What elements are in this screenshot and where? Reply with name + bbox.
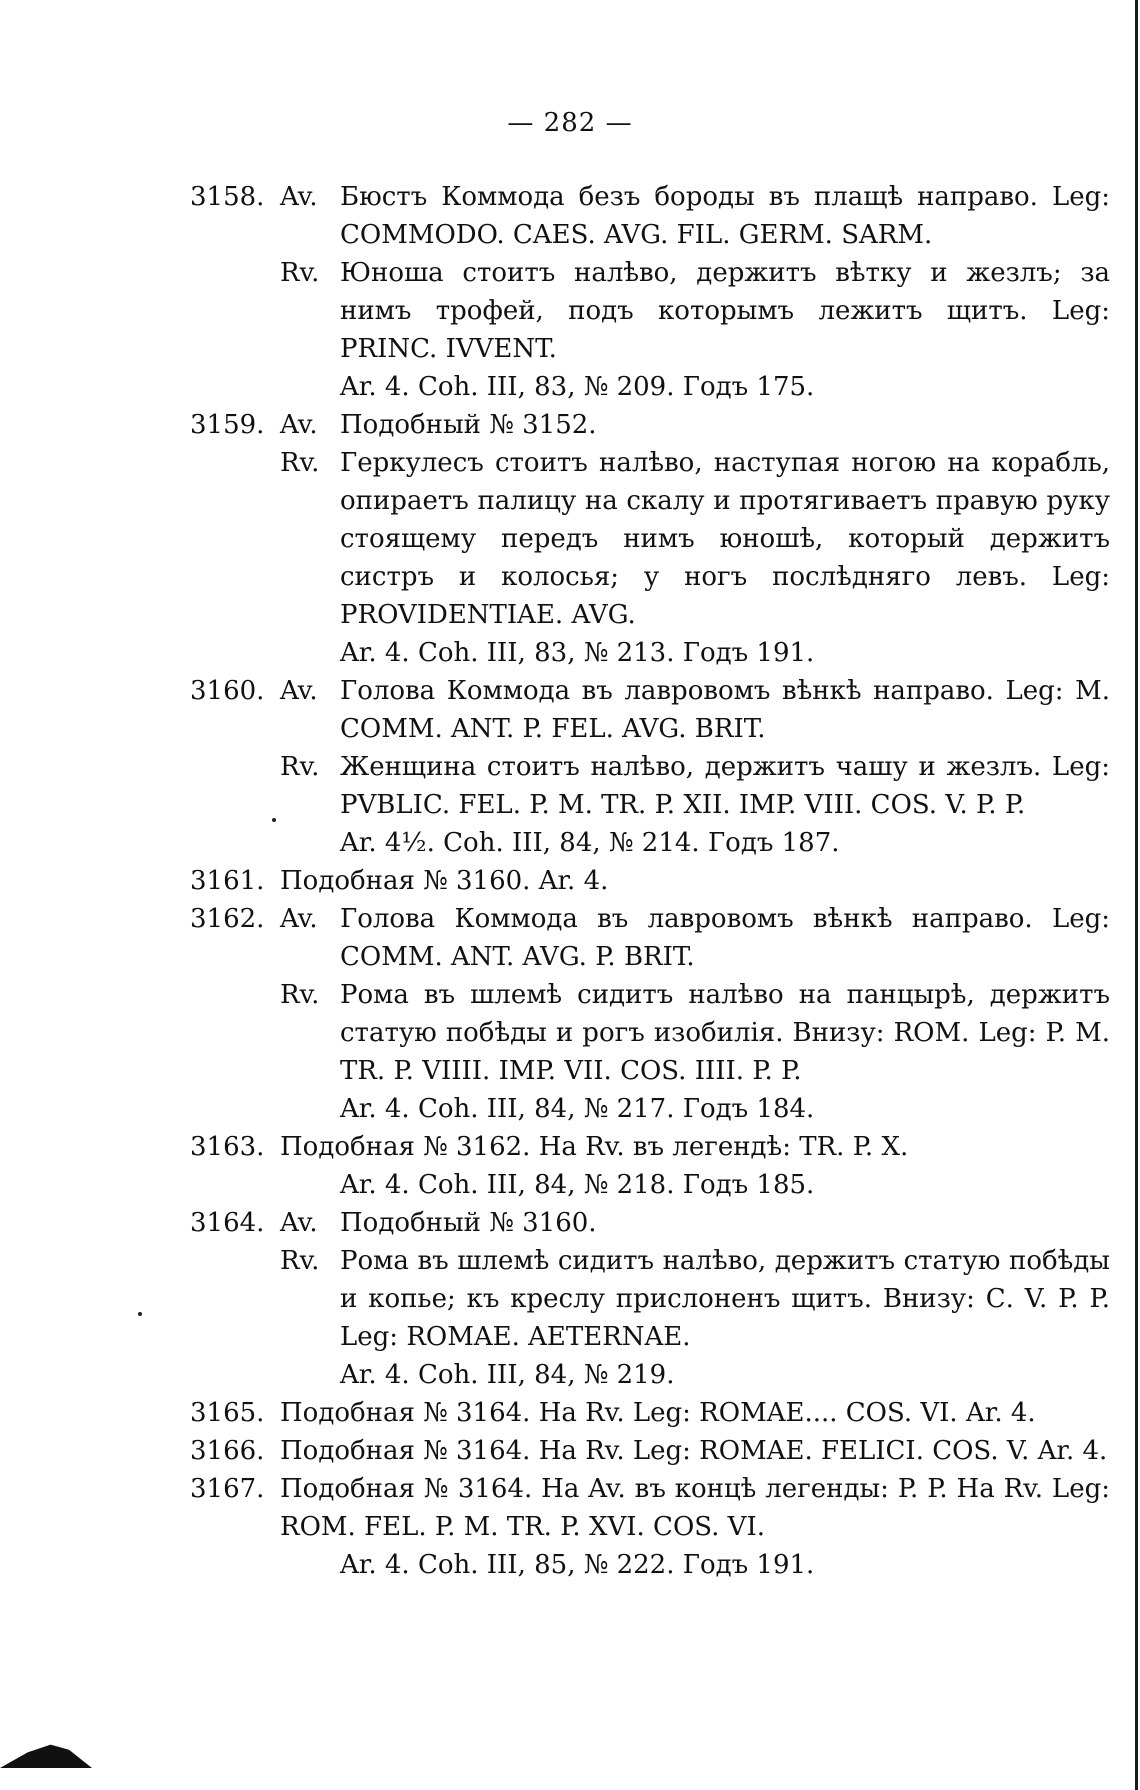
entry-text: Подобная № 3164. На Av. въ концѣ легенды: P. P. На Rv. Leg: ROM. FEL. P. M. TR. P. XVI. COS. VI. <box>280 1474 1110 1542</box>
reference-line: Ar. 4. Coh. III, 84, № 219. <box>340 1360 675 1390</box>
entry-number: 3159. <box>190 410 265 440</box>
catalog-entry-3162 <box>190 900 1110 1128</box>
reverse-description <box>190 748 1110 824</box>
reverse-label: Rv. <box>280 980 320 1010</box>
reverse-text: Юноша стоитъ налѣво, держитъ вѣтку и жезлъ; за нимъ трофей, подъ которымъ лежитъ щитъ. Leg: PRINC. IVVENT. <box>340 258 1110 364</box>
obverse-label: Av. <box>280 182 318 212</box>
entry-number: 3163. <box>190 1132 265 1162</box>
page-edge-shadow <box>1135 0 1138 1790</box>
reverse-text: Рома въ шлемѣ сидитъ налѣво, держитъ статую побѣды и копье; къ креслу прислоненъ щитъ. Внизу: С. V. P. P. Leg: ROMAE. AETERNAE. <box>340 1246 1110 1352</box>
reverse-label: Rv. <box>280 258 320 288</box>
catalog-entry-3165 <box>190 1394 1110 1432</box>
catalog-entry-3166 <box>190 1432 1110 1470</box>
entry-description <box>190 862 1110 900</box>
entry-number: 3164. <box>190 1208 265 1238</box>
catalog-entries <box>190 178 1110 1584</box>
reverse-text: Рома въ шлемѣ сидитъ налѣво на панцырѣ, держитъ статую побѣды и рогъ изобилія. Внизу: ROM. Leg: P. M. TR. P. VIIII. IMP. VII. COS. IIII. P. P. <box>340 980 1110 1086</box>
entry-description <box>190 1128 1110 1166</box>
reverse-text: Геркулесъ стоитъ налѣво, наступая ногою на корабль, опираетъ палицу на скалу и протягиваетъ правую руку стоящему передъ нимъ юношѣ, который держитъ систръ и колосья; у ногъ послѣдняго левъ. Leg: PROVIDENTIAE. AVG. <box>340 448 1110 630</box>
entry-description <box>190 1432 1110 1470</box>
obverse-label: Av. <box>280 676 318 706</box>
entry-number: 3162. <box>190 904 265 934</box>
catalog-entry-3161 <box>190 862 1110 900</box>
reverse-label: Rv. <box>280 1246 320 1276</box>
catalog-entry-3167 <box>190 1470 1110 1584</box>
reverse-label: Rv. <box>280 752 320 782</box>
entry-text: Подобная № 3164. На Rv. Leg: ROMAE. FELICI. COS. V. Ar. 4. <box>280 1436 1108 1466</box>
reference-line: Ar. 4. Coh. III, 84, № 217. Годъ 184. <box>340 1094 815 1124</box>
obverse-description <box>190 672 1110 748</box>
print-speck <box>272 818 276 822</box>
catalog-entry-3158 <box>190 178 1110 406</box>
page-number: — 282 — <box>507 108 633 138</box>
reverse-description <box>190 444 1110 634</box>
scan-smudge <box>0 1742 92 1768</box>
entry-description <box>190 1394 1110 1432</box>
entry-number: 3160. <box>190 676 265 706</box>
entry-number: 3161. <box>190 866 265 896</box>
obverse-description <box>190 178 1110 254</box>
entry-number: 3166. <box>190 1436 265 1466</box>
obverse-text: Бюстъ Коммода безъ бороды въ плащѣ направо. Leg: COMMODO. CAES. AVG. FIL. GERM. SARM. <box>340 182 1110 250</box>
entry-text: Подобная № 3160. Ar. 4. <box>280 866 609 896</box>
catalog-entry-3159 <box>190 406 1110 672</box>
entry-description <box>190 1470 1110 1546</box>
entry-number: 3167. <box>190 1474 265 1504</box>
catalog-entry-3163 <box>190 1128 1110 1204</box>
catalog-entry-3160 <box>190 672 1110 862</box>
entry-text: Подобная № 3164. На Rv. Leg: ROMAE.... COS. VI. Ar. 4. <box>280 1398 1036 1428</box>
obverse-description <box>190 900 1110 976</box>
obverse-text: Подобный № 3160. <box>340 1208 597 1238</box>
reference-line: Ar. 4. Coh. III, 85, № 222. Годъ 191. <box>340 1550 815 1580</box>
obverse-text: Голова Коммода въ лавровомъ вѣнкѣ направо. Leg: COMM. ANT. AVG. P. BRIT. <box>340 904 1110 972</box>
reverse-text: Женщина стоитъ налѣво, держитъ чашу и жезлъ. Leg: PVBLIC. FEL. P. M. TR. P. XII. IMP. VIII. COS. V. P. P. <box>340 752 1110 820</box>
obverse-text: Подобный № 3152. <box>340 410 597 440</box>
reference-line: Ar. 4. Coh. III, 84, № 218. Годъ 185. <box>340 1170 815 1200</box>
reverse-description <box>190 976 1110 1090</box>
reverse-description <box>190 254 1110 368</box>
obverse-label: Av. <box>280 1208 318 1238</box>
obverse-label: Av. <box>280 410 318 440</box>
reference-line: Ar. 4½. Coh. III, 84, № 214. Годъ 187. <box>340 828 840 858</box>
entry-text: Подобная № 3162. На Rv. въ легендѣ: TR. P. X. <box>280 1132 909 1162</box>
obverse-label: Av. <box>280 904 318 934</box>
obverse-description <box>190 1204 1110 1242</box>
obverse-description <box>190 406 1110 444</box>
reference-line: Ar. 4. Coh. III, 83, № 213. Годъ 191. <box>340 638 815 668</box>
entry-number: 3158. <box>190 182 265 212</box>
reverse-label: Rv. <box>280 448 320 478</box>
reverse-description <box>190 1242 1110 1356</box>
print-speck <box>138 1312 142 1316</box>
obverse-text: Голова Коммода въ лавровомъ вѣнкѣ направо. Leg: M. COMM. ANT. P. FEL. AVG. BRIT. <box>340 676 1110 744</box>
catalog-entry-3164 <box>190 1204 1110 1394</box>
entry-number: 3165. <box>190 1398 265 1428</box>
reference-line: Ar. 4. Coh. III, 83, № 209. Годъ 175. <box>340 372 815 402</box>
